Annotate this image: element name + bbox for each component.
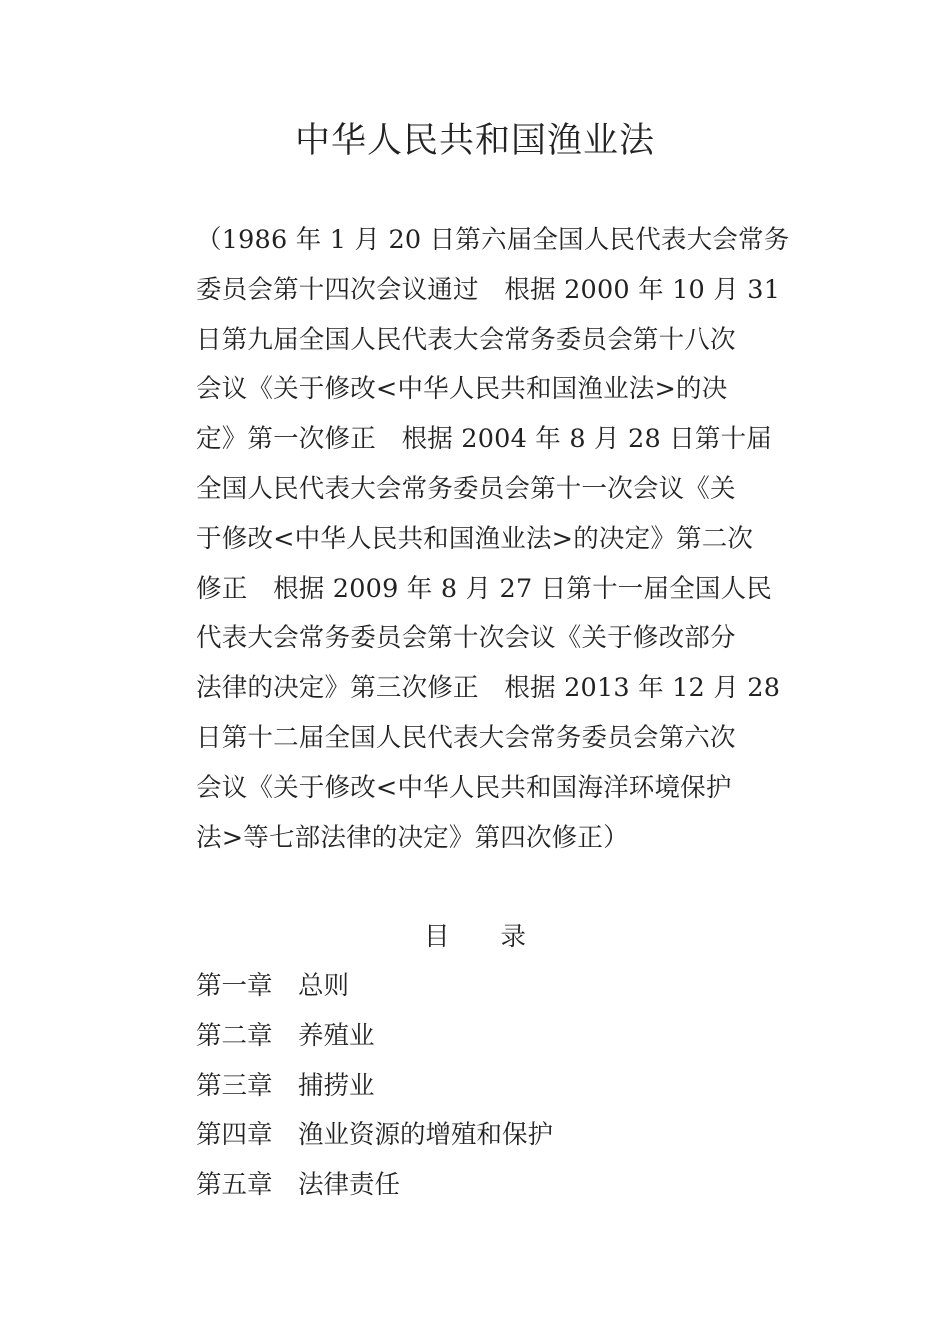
preamble-line: 代表大会常务委员会第十次会议《关于修改部分	[196, 623, 736, 654]
preamble-line: 会议《关于修改<中华人民共和国渔业法>的决	[196, 374, 728, 405]
toc-item	[196, 1111, 776, 1161]
preamble-line: 法律的决定》第三次修正 根据 2013 年 12 月 28	[196, 673, 781, 704]
preamble-line: 法>等七部法律的决定》第四次修正）	[196, 822, 629, 853]
toc-chapter-name: 法律责任	[298, 1170, 401, 1201]
toc-chapter-name: 渔业资源的增殖和保护	[298, 1120, 554, 1151]
toc-chapter-number: 第二章	[196, 1020, 273, 1051]
toc-item	[196, 962, 776, 1012]
preamble-line: 全国人民代表大会常务委员会第十一次会议《关	[196, 473, 736, 504]
toc-item	[196, 1161, 776, 1211]
document-title: 中华人民共和国渔业法	[294, 121, 655, 161]
toc-item	[196, 1062, 776, 1112]
preamble-line: 定》第一次修正 根据 2004 年 8 月 28 日第十届	[196, 424, 773, 455]
toc-chapter-number: 第一章	[196, 971, 273, 1001]
toc-chapter-name: 总则	[298, 971, 350, 1001]
preamble-line: 日第九届全国人民代表大会常务委员会第十八次	[196, 324, 736, 355]
preamble-line: 修正 根据 2009 年 8 月 27 日第十一届全国人民	[196, 573, 773, 604]
toc-chapter-name: 捕捞业	[298, 1070, 375, 1101]
toc-chapter-number: 第四章	[196, 1120, 273, 1151]
preamble-line: 委员会第十四次会议通过 根据 2000 年 10 月 31	[196, 274, 781, 305]
toc-chapter-number: 第三章	[196, 1070, 273, 1101]
toc-chapter-number: 第五章	[196, 1170, 273, 1201]
preamble-line: 日第十二届全国人民代表大会常务委员会第六次	[196, 722, 736, 753]
preamble-line: （1986 年 1 月 20 日第六届全国人民代表大会常务	[196, 225, 790, 255]
preamble-line: 于修改<中华人民共和国渔业法>的决定》第二次	[196, 523, 754, 554]
preamble-line: 会议《关于修改<中华人民共和国海洋环境保护	[196, 772, 732, 803]
table-of-contents	[196, 962, 776, 1211]
toc-chapter-name: 养殖业	[298, 1020, 375, 1051]
toc-heading: 目 录	[423, 922, 526, 952]
preamble	[196, 216, 790, 863]
toc-item	[196, 1012, 776, 1062]
